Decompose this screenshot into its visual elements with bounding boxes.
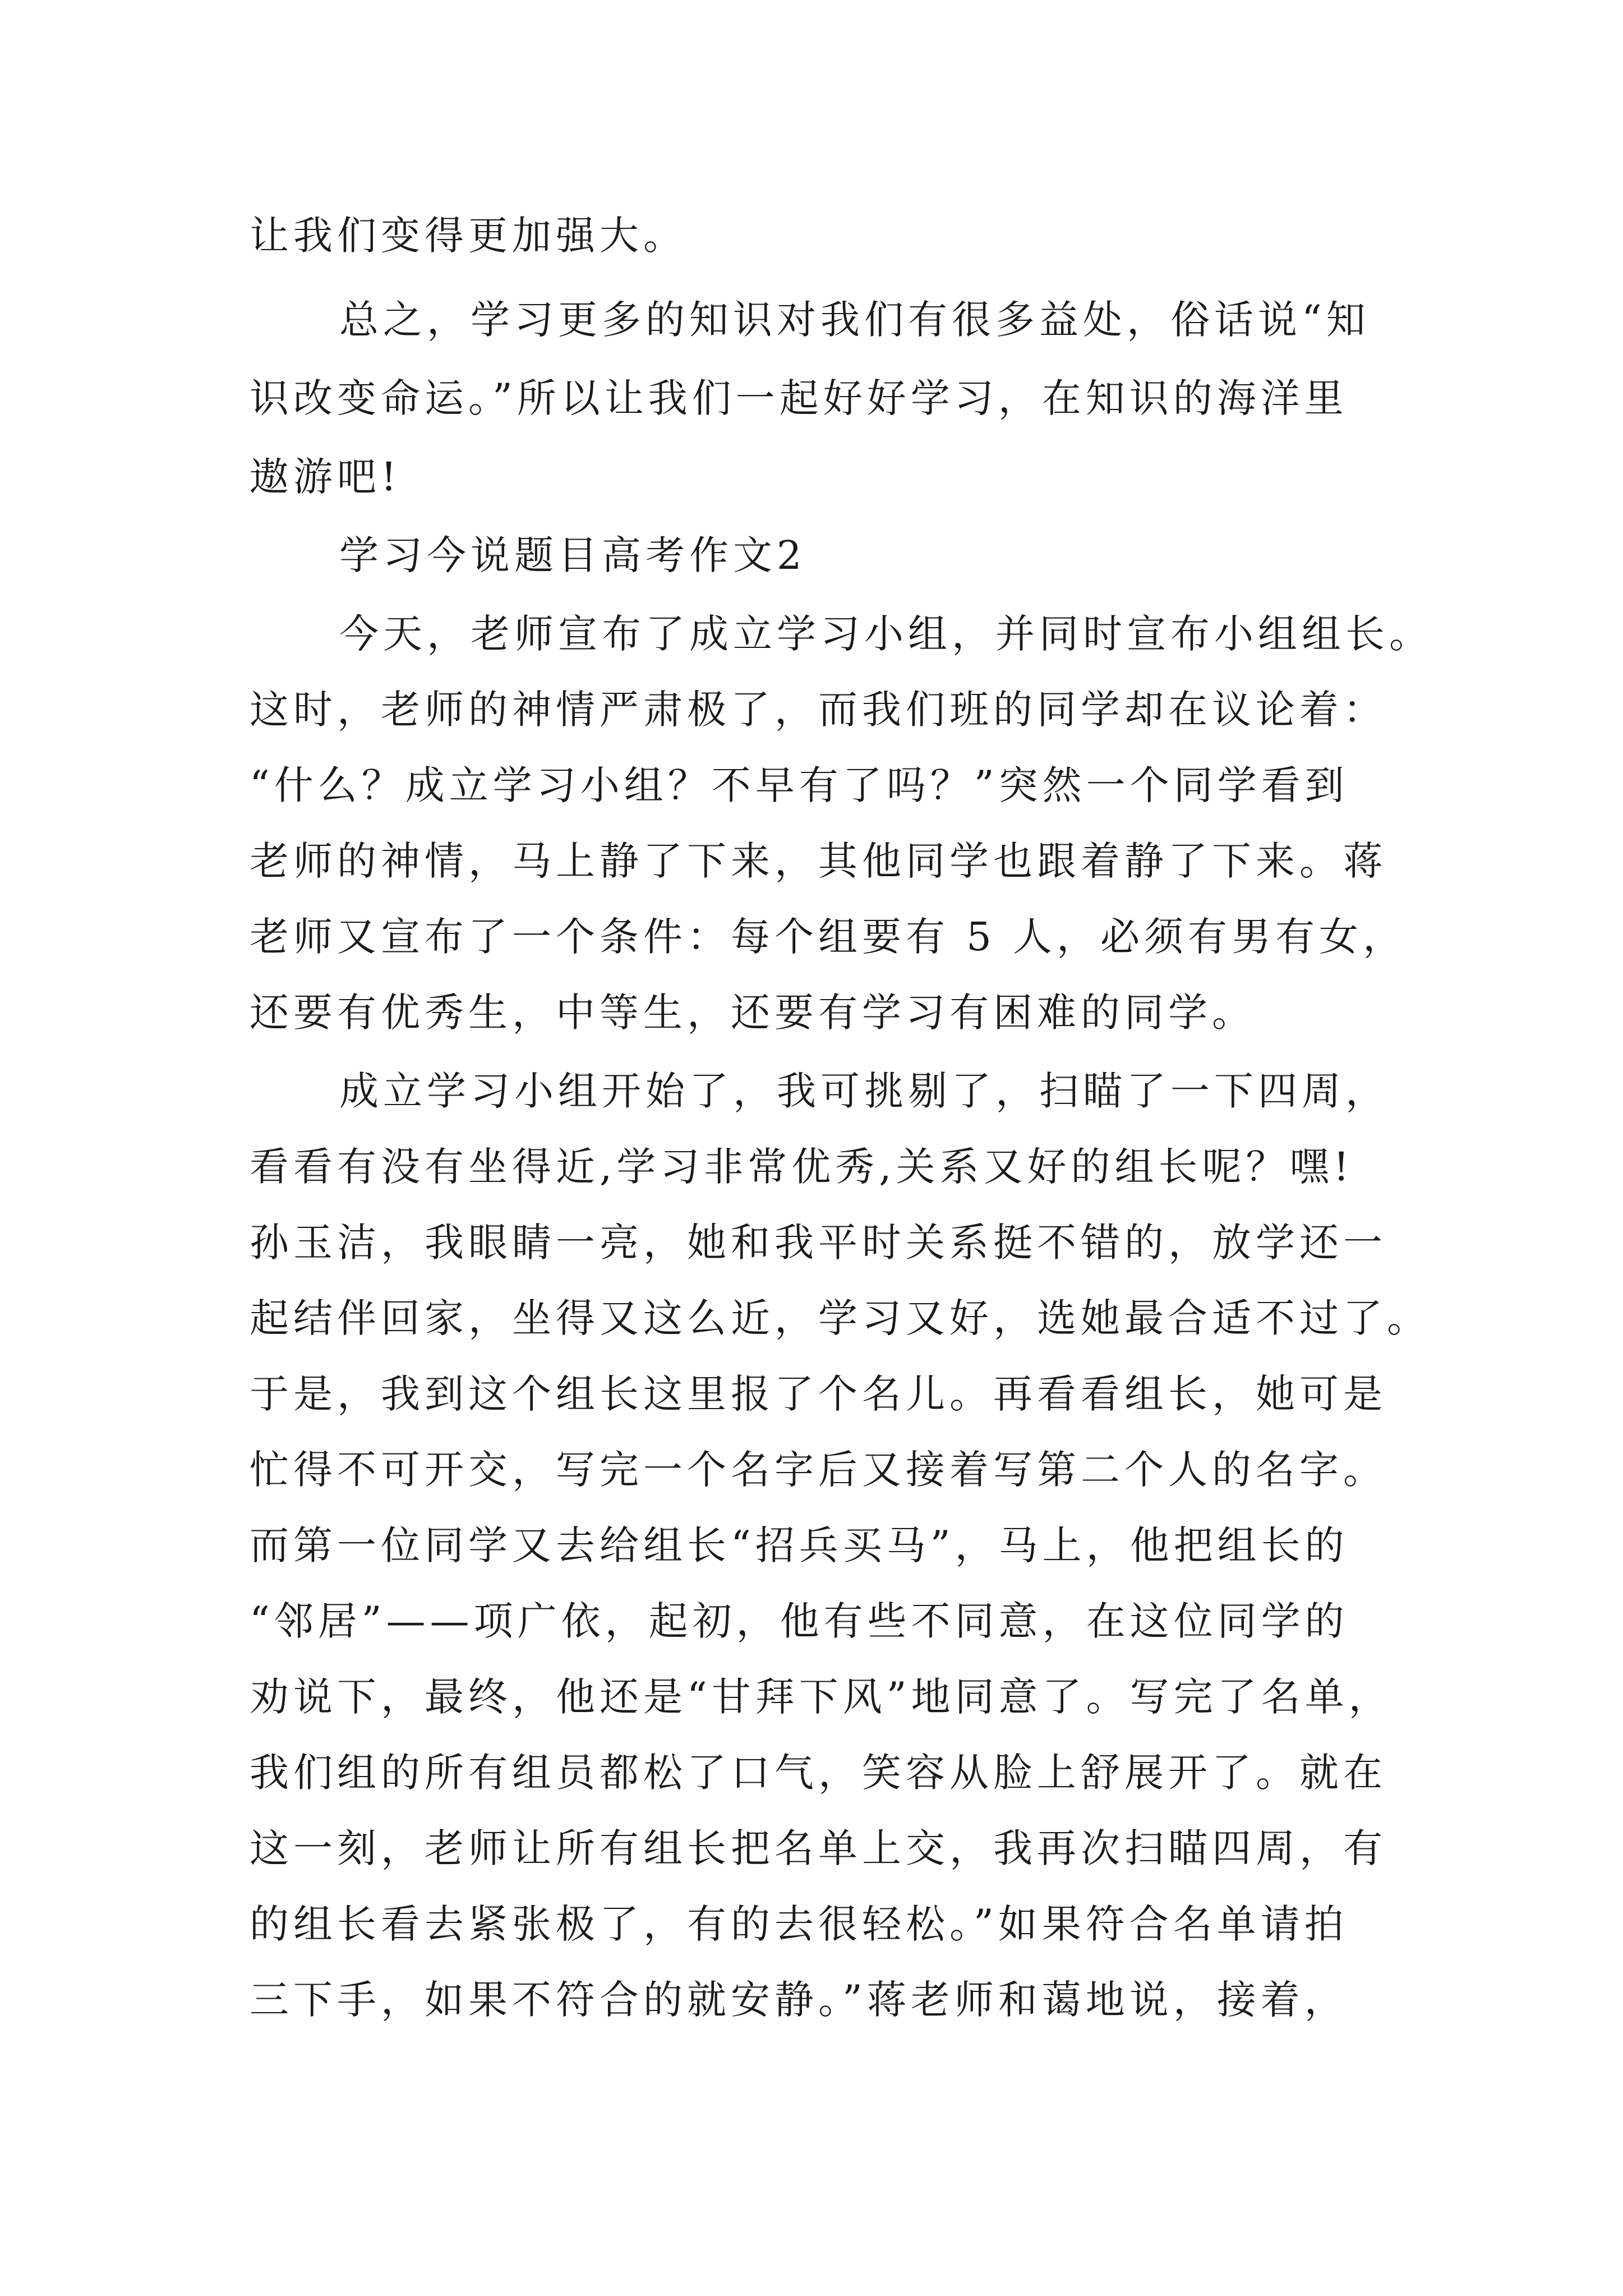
text-line: 的组长看去紧张极了，有的去很轻松。”如果符合名单请拍	[250, 1901, 1348, 1947]
text-line: 看看有没有坐得近,学习非常优秀,关系又好的组长呢？嘿!	[250, 1144, 1354, 1190]
paragraph-start-line: 总之，学习更多的知识对我们有很多益处，俗话说“知	[339, 297, 1370, 343]
text-line: 遨游吧!	[250, 454, 402, 500]
text-line: 老师又宣布了一个条件：每个组要有 5 人，必须有男有女，	[250, 914, 1407, 960]
text-line: 让我们变得更加强大。	[250, 213, 687, 259]
paragraph-start-line: 今天，老师宣布了成立学习小组，并同时宣布小组组长。	[339, 611, 1433, 657]
text-line: 三下手，如果不符合的就安静。”蒋老师和蔼地说，接着，	[250, 1977, 1348, 2023]
text-line: 孙玉洁，我眼睛一亮，她和我平时关系挺不错的，放学还一	[250, 1220, 1387, 1266]
text-line: 老师的神情，马上静了下来，其他同学也跟着静了下来。蒋	[250, 838, 1387, 884]
text-line: “什么？成立学习小组？不早有了吗？”突然一个同学看到	[250, 762, 1349, 808]
section-heading: 学习今说题目高考作文2	[339, 532, 806, 578]
text-line: 这时，老师的神情严肃极了，而我们班的同学却在议论着：	[250, 687, 1387, 733]
text-line: 而第一位同学又去给组长“招兵买马”，马上，他把组长的	[250, 1522, 1349, 1568]
text-line: 我们组的所有组员都松了口气，笑容从脸上舒展开了。就在	[250, 1750, 1387, 1796]
text-line: 于是，我到这个组长这里报了个名儿。再看看组长，她可是	[250, 1371, 1387, 1417]
text-line: 这一刻，老师让所有组长把名单上交，我再次扫瞄四周，有	[250, 1825, 1387, 1871]
text-line: “邻居”——项广依，起初，他有些不同意，在这位同学的	[250, 1598, 1349, 1644]
text-line: 忙得不可开交，写完一个名字后又接着写第二个人的名字。	[250, 1447, 1387, 1493]
text-line: 还要有优秀生，中等生，还要有学习有困难的同学。	[250, 990, 1256, 1036]
text-line: 起结伴回家，坐得又这么近，学习又好，选她最合适不过了。	[250, 1295, 1431, 1341]
text-line: 识改变命运。”所以让我们一起好好学习，在知识的海洋里	[250, 375, 1348, 421]
paragraph-start-line: 成立学习小组开始了，我可挑剔了，扫瞄了一下四周，	[339, 1068, 1389, 1114]
text-line: 劝说下，最终，他还是“甘拜下风”地同意了。写完了名单，	[250, 1674, 1393, 1720]
